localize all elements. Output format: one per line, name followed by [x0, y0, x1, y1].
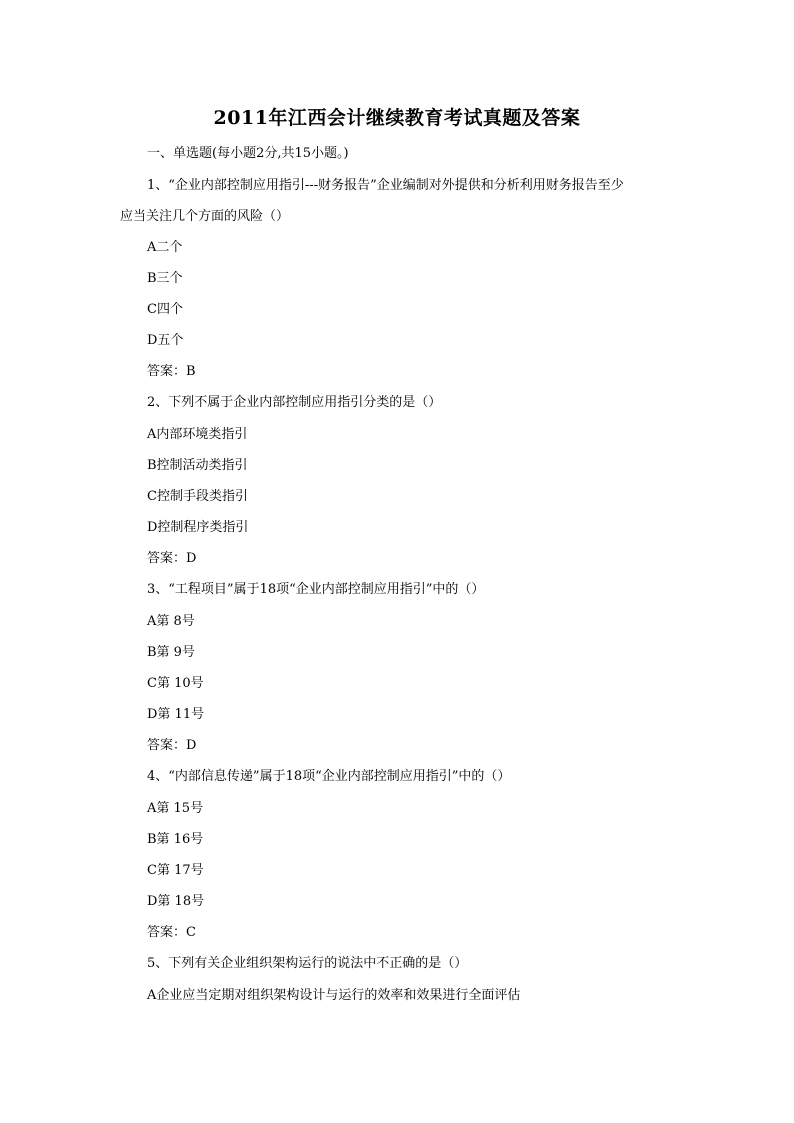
question-3-option-c: C第 10号: [147, 676, 204, 691]
question-5-stem: 5、下列有关企业组织架构运行的说法中不正确的是（）: [147, 956, 468, 971]
question-1-answer: 答案：B: [147, 364, 196, 379]
question-1-stem-line-1: 1、“企业内部控制应用指引---财务报告”企业编制对外提供和分析利用财务报告至少: [147, 178, 624, 193]
question-2-option-b: B控制活动类指引: [147, 458, 248, 473]
question-1-option-a: A二个: [147, 240, 183, 255]
question-4-answer: 答案：C: [147, 925, 196, 940]
document-title: 2011年江西会计继续教育考试真题及答案: [213, 107, 581, 129]
question-4-option-c: C第 17号: [147, 863, 204, 878]
question-1-option-d: D五个: [147, 333, 184, 348]
question-2-option-c: C控制手段类指引: [147, 489, 248, 504]
question-1-option-c: C四个: [147, 302, 183, 317]
question-2-option-d: D控制程序类指引: [147, 520, 249, 535]
question-5-option-a: A企业应当定期对组织架构设计与运行的效率和效果进行全面评估: [147, 988, 521, 1003]
question-3-stem: 3、“工程项目”属于18项“企业内部控制应用指引”中的（）: [147, 582, 485, 597]
section-header: 一、单选题(每小题2分,共15小题。): [147, 146, 349, 161]
question-2-option-a: A内部环境类指引: [147, 427, 248, 442]
question-1-stem-line-2: 应当关注几个方面的风险（）: [120, 209, 290, 224]
question-3-option-a: A第 8号: [147, 614, 195, 629]
question-3-answer: 答案：D: [147, 738, 197, 753]
question-4-option-d: D第 18号: [147, 894, 205, 909]
question-1-option-b: B三个: [147, 271, 183, 286]
question-3-option-b: B第 9号: [147, 645, 195, 660]
question-4-option-b: B第 16号: [147, 832, 204, 847]
question-2-answer: 答案：D: [147, 551, 197, 566]
question-3-option-d: D第 11号: [147, 707, 205, 722]
question-2-stem: 2、下列不属于企业内部控制应用指引分类的是（）: [147, 395, 442, 410]
question-4-stem: 4、“内部信息传递”属于18项“企业内部控制应用指引”中的（）: [147, 769, 511, 784]
question-4-option-a: A第 15号: [147, 801, 204, 816]
